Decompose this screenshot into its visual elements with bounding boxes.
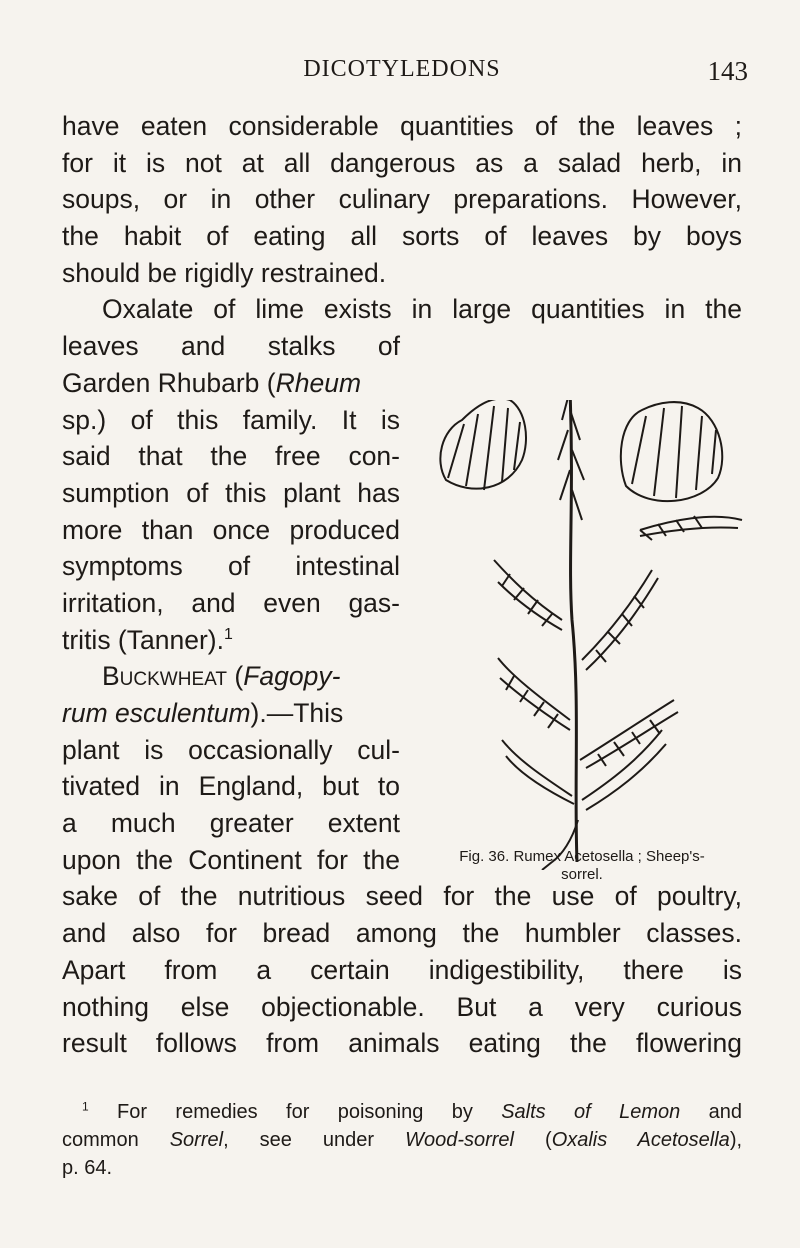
text-span: , see under [223,1129,406,1151]
text-line: result follows from animals eating the flowering [62,1028,742,1059]
italic-span: Sorrel [169,1129,224,1151]
small-caps-span: Buckwheat [102,661,227,692]
text-line: sumption of this plant has [62,477,400,508]
page-number: 143 [707,56,748,86]
footnote [62,1098,742,1182]
sorrel-plant-drawing [402,400,752,870]
text-line: should be rigidly restrained. [62,257,387,288]
text-line: Apart from a certain indigestibility, there is [62,954,742,985]
footnote-line [62,1098,742,1126]
text-line: Oxalate of lime exists in large quantities in the [102,294,742,325]
text-line: tivated in England, but to [62,771,400,802]
text-line: more than once produced [62,514,400,545]
italic-span: Fagopy- [243,661,341,692]
text-line [62,622,400,659]
caption-line: Fig. 36. Rumex Acetosella ; Sheep's- [459,848,705,865]
footnote-line [62,1126,742,1154]
text-line: plant is occasionally cul- [62,734,400,765]
italic-span: Salts of Lemon [501,1101,681,1123]
text-line [62,365,400,402]
text-line: for it is not at all dangerous as a salad herb, in [62,147,742,178]
text-span: ).—This [250,698,344,728]
text-line: nothing else objectionable. But a very curious [62,991,742,1022]
footnote-ref: 1 [223,625,233,643]
text-span: For remedies for poisoning by [88,1101,502,1123]
running-title: DICOTYLEDONS [303,56,501,82]
text-span: Garden Rhubarb ( [62,367,276,398]
page-header [62,52,748,92]
text-line: have eaten considerable quantities of the leaves ; [62,111,742,141]
text-line: the habit of eating all sorts of leaves by boys [62,221,742,252]
text-line: leaves and stalks of [62,331,400,362]
text-line: symptoms of intestinal [62,551,400,582]
text-line: upon the Continent for the [62,844,400,875]
text-span: ), [729,1129,743,1151]
text-line: sake of the nutritious seed for the use of poultry, [62,881,742,912]
text-line: soups, or in other culinary preparations. However, [62,184,742,215]
italic-span: Oxalis Acetosella [551,1129,730,1151]
italic-span: Wood-sorrel [405,1129,514,1151]
italic-span: rum esculentum [62,698,251,728]
text-line: and also for bread among the humbler classes. [62,918,742,949]
text-span: ( [227,661,244,692]
text-span: common [62,1129,170,1151]
text-line: irritation, and even gas- [62,587,400,618]
text-line: said that the free con- [62,441,400,472]
italic-span: Rheum [275,367,362,398]
footnote-line: p. 64. [62,1157,113,1179]
footnote-marker: 1 [82,1099,89,1114]
figure-illustration [402,400,752,870]
text-line [62,695,400,732]
text-line: a much greater extent [62,808,400,839]
text-span: tritis (Tanner). [62,624,224,655]
text-span: ( [514,1129,552,1151]
text-span: and [680,1101,742,1123]
text-line [62,658,400,695]
text-line: sp.) of this family. It is [62,404,400,435]
figure-caption [412,848,752,884]
caption-line: sorrel. [561,866,603,883]
